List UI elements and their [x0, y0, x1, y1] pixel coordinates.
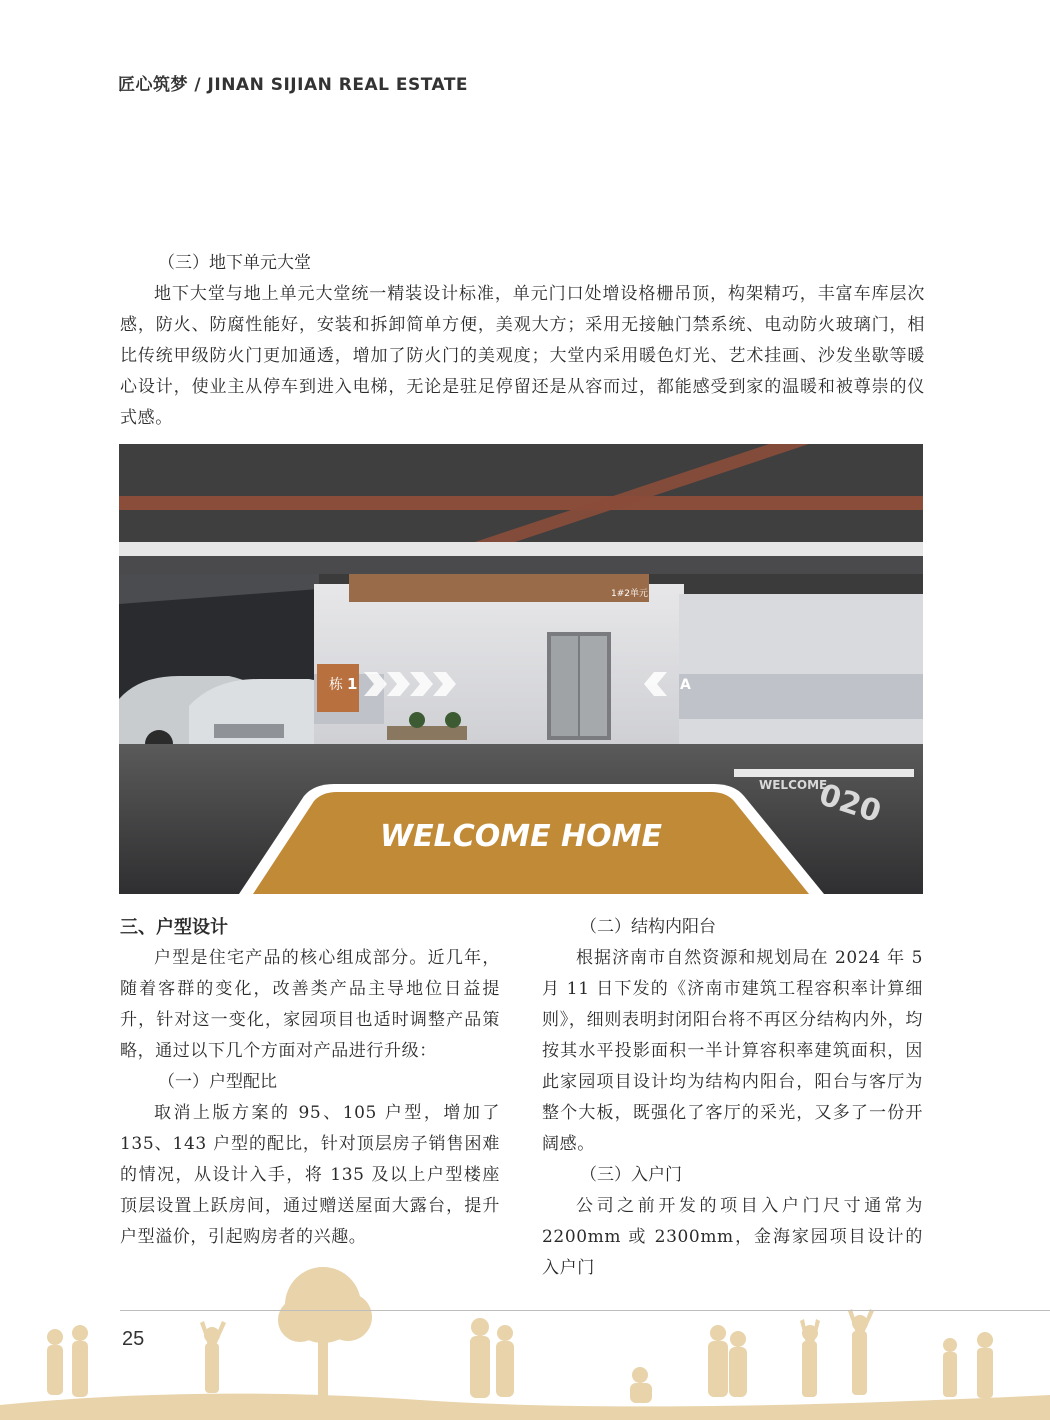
garage-lobby-illustration: [119, 444, 923, 894]
right-column: [542, 912, 923, 1284]
unit-sign: 1#2单元: [611, 589, 648, 599]
lobby-section: [120, 248, 925, 434]
wall-letter: A: [680, 677, 691, 693]
section-title: 三、户型设计: [120, 917, 228, 938]
right-welcome-text: WELCOME: [759, 778, 828, 792]
balcony-heading: （二）结构内阳台: [580, 917, 716, 937]
running-head: 匠心筑梦 / JINAN SIJIAN REAL ESTATE: [118, 75, 469, 95]
building-sign-number: 1: [347, 675, 358, 693]
floor-number: 020: [814, 777, 886, 831]
balcony-paragraph: 根据济南市自然资源和规划局在 2024 年 5 月 11 日下发的《济南市建筑工程容积率计算细则》，细则表明封闭阳台将不再区分结构内外，均按其水平投影面积一半计算容积率建筑面积，因此家园项目设计均为结构内阳台，阳台与客厅为整个大板，既强化了客厅的采光，又多了一份开阔感。: [542, 948, 923, 1154]
footer-rule: [120, 1310, 1050, 1311]
building-sign-char: 栋: [329, 677, 343, 693]
left-column: [120, 912, 500, 1253]
footer-silhouettes: [0, 1255, 1050, 1420]
welcome-home-text: WELCOME HOME: [380, 819, 662, 854]
unit-ratio-paragraph: 取消上版方案的 95、105 户型，增加了 135、143 户型的配比，针对顶层房子销售困难的情况，从设计入手，将 135 及以上户型楼座顶层设置上跃房间，通过赠送屋面大露台，提升户型溢价，引起购房者的兴趣。: [120, 1103, 500, 1247]
beam: [119, 496, 923, 510]
unit-ratio-heading: （一）户型配比: [158, 1072, 277, 1092]
lobby-heading: （三）地下单元大堂: [158, 253, 311, 273]
page-number: 25: [122, 1328, 145, 1350]
entry-door-heading: （三）入户门: [580, 1165, 682, 1185]
intro-paragraph: 户型是住宅产品的核心组成部分。近几年，随着客群的变化，改善类产品主导地位日益提升，针对这一变化，家园项目也适时调整产品策略，通过以下几个方面对产品进行升级：: [120, 948, 500, 1061]
garage-lobby-photo: [119, 444, 923, 894]
lobby-paragraph: 地下大堂与地上单元大堂统一精装设计标准，单元门口处增设格栅吊顶，构架精巧，丰富车库层次感，防火、防腐性能好，安装和拆卸简单方便，美观大方；采用无接触门禁系统、电动防火玻璃门，相比传统甲级防火门更加通透，增加了防火门的美观度；大堂内采用暖色灯光、艺术挂画、沙发坐歇等暖心设计，使业主从停车到进入电梯，无论是驻足停留还是从容而过，都能感受到家的温暖和被尊崇的仪式感。: [120, 284, 925, 428]
entry-door-paragraph: 公司之前开发的项目入户门尺寸通常为 2200mm 或 2300mm，金海家园项目设计的入户门: [542, 1196, 923, 1278]
